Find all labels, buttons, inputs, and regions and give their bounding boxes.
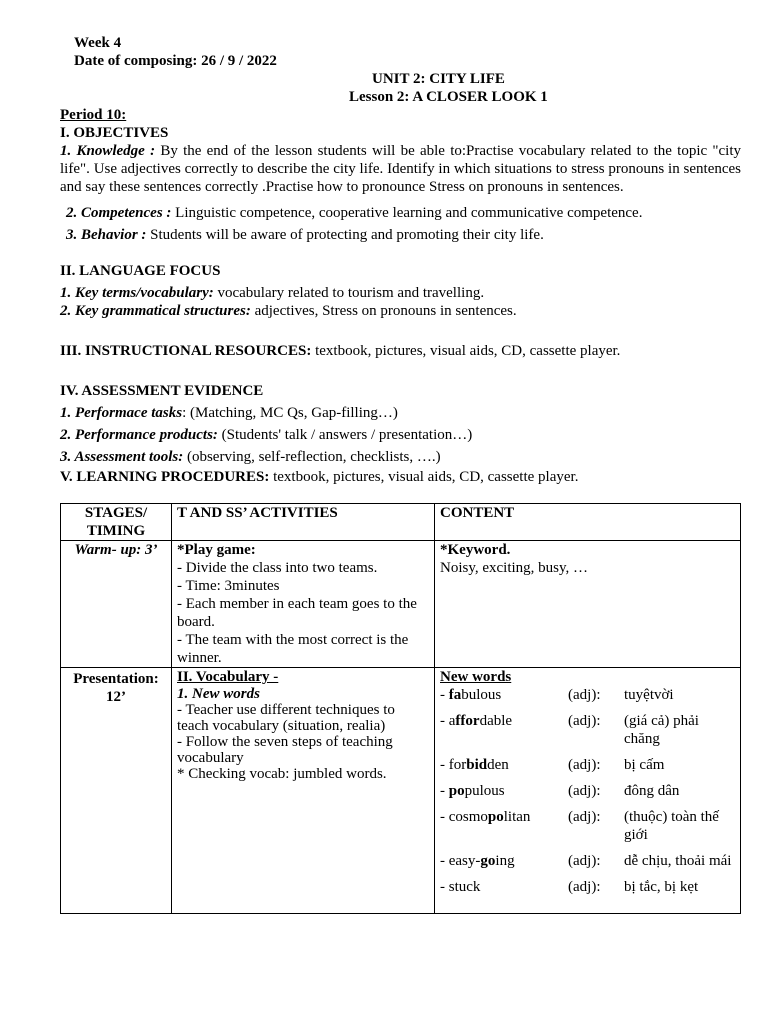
key-terms-text: vocabulary related to tourism and travelling. xyxy=(213,285,485,301)
table-header-row xyxy=(61,504,741,541)
unit-title: UNIT 2: CITY LIFE xyxy=(372,71,505,87)
grammar-line xyxy=(60,302,741,320)
presentation-stage: Presentation: 12’ xyxy=(61,668,172,914)
composing-date: Date of composing: 26 / 9 / 2022 xyxy=(74,53,277,69)
behavior-text: Students will be aware of protecting and promoting their city life. xyxy=(146,227,544,243)
procedures-table xyxy=(60,503,741,914)
resources-line xyxy=(60,342,741,360)
tasks-text: : (Matching, MC Qs, Gap-filling…) xyxy=(182,405,398,421)
header-activities: T AND SS’ ACTIVITIES xyxy=(172,504,435,541)
word-row xyxy=(440,878,735,904)
lesson-plan-page xyxy=(60,34,741,486)
products-label: 2. Performance products: xyxy=(60,427,218,443)
word-row xyxy=(440,756,735,782)
competences-text: Linguistic competence, cooperative learning and communicative competence. xyxy=(171,205,643,221)
word-row xyxy=(440,782,735,808)
new-words-subheading: 1. New words xyxy=(177,686,260,702)
word: - affordable xyxy=(440,713,513,729)
period-label: Period 10: xyxy=(60,107,127,123)
language-focus-heading: II. LANGUAGE FOCUS xyxy=(60,263,221,279)
warmup-activity: - Time: 3minutes xyxy=(177,578,280,594)
word-type: (adj): xyxy=(568,757,601,773)
word: - forbidden xyxy=(440,757,509,773)
procedures-line xyxy=(60,468,741,486)
word-type: (adj): xyxy=(568,879,601,895)
word-type: (adj): xyxy=(568,783,601,799)
knowledge-paragraph xyxy=(60,142,741,196)
word-meaning: tuyệtvời xyxy=(624,687,674,703)
presentation-content xyxy=(435,668,741,914)
word-row xyxy=(440,712,735,756)
presentation-activity: * Checking vocab: jumbled words. xyxy=(177,766,387,782)
warmup-activity: - Each member in each team goes to the board. xyxy=(177,596,417,630)
knowledge-label: 1. Knowledge : xyxy=(60,143,156,159)
warmup-row xyxy=(61,541,741,668)
behavior-line xyxy=(60,226,741,244)
tools-line xyxy=(60,448,741,466)
presentation-row xyxy=(61,668,741,914)
competences-label: 2. Competences : xyxy=(66,205,172,221)
grammar-label: 2. Key grammatical structures: xyxy=(60,303,251,319)
presentation-activity: - Follow the seven steps of teaching vocabulary xyxy=(177,734,393,766)
word: - stuck xyxy=(440,879,481,895)
word-meaning: bị tắc, bị kẹt xyxy=(624,879,699,895)
header-stages: STAGES/ TIMING xyxy=(61,504,172,541)
week-label: Week 4 xyxy=(74,35,122,51)
presentation-activity: - Teacher use different techniques to teach vocabulary (situation, realia) xyxy=(177,702,395,734)
products-text: (Students' talk / answers / presentation…) xyxy=(217,427,473,443)
objectives-heading: I. OBJECTIVES xyxy=(60,125,169,141)
grammar-text: adjectives, Stress on pronouns in sentences. xyxy=(250,303,517,319)
key-terms-label: 1. Key terms/vocabulary: xyxy=(60,285,214,301)
word-meaning: đông dân xyxy=(624,783,680,799)
new-words-title: New words xyxy=(440,669,512,685)
warmup-keywords: Noisy, exciting, busy, … xyxy=(440,560,589,576)
products-line xyxy=(60,426,741,444)
assessment-heading: IV. ASSESSMENT EVIDENCE xyxy=(60,383,264,399)
warmup-content xyxy=(435,541,741,668)
procedures-text: textbook, pictures, visual aids, CD, cassette player. xyxy=(269,469,579,485)
lesson-title: Lesson 2: A CLOSER LOOK 1 xyxy=(349,89,548,105)
word-meaning: (giá cả) phải chăng xyxy=(624,713,699,747)
tools-label: 3. Assessment tools: xyxy=(60,449,184,465)
word-meaning: bị cấm xyxy=(624,757,665,773)
tasks-line xyxy=(60,404,741,422)
behavior-label: 3. Behavior : xyxy=(66,227,147,243)
word-type: (adj): xyxy=(568,853,601,869)
presentation-activities xyxy=(172,668,435,914)
word: - fabulous xyxy=(440,687,502,703)
word-type: (adj): xyxy=(568,809,601,825)
warmup-activities xyxy=(172,541,435,668)
knowledge-text: By the end of the lesson students will be able to:Practise vocabulary related to the topic "city life". Use adjectives correctly to describe the city life. Identify in which situations to stress pronouns in sentences and say these sentences correctly .Practise how to pronounce Stress on pronouns in sentences. xyxy=(60,143,741,195)
resources-label: III. INSTRUCTIONAL RESOURCES: xyxy=(60,343,312,359)
procedures-label: V. LEARNING PROCEDURES: xyxy=(60,469,270,485)
word: - cosmopolitan xyxy=(440,809,531,825)
word-type: (adj): xyxy=(568,713,601,729)
word-row xyxy=(440,852,735,878)
word-type: (adj): xyxy=(568,687,601,703)
word-list xyxy=(440,686,735,904)
word: - populous xyxy=(440,783,505,799)
vocabulary-heading: II. Vocabulary - xyxy=(177,669,279,685)
word-meaning: (thuộc) toàn thế giới xyxy=(624,809,719,843)
word-meaning: dễ chịu, thoải mái xyxy=(624,853,732,869)
header-content: CONTENT xyxy=(435,504,741,541)
key-terms-line xyxy=(60,284,741,302)
warmup-stage: Warm- up: 3’ xyxy=(61,541,172,668)
competences-line xyxy=(60,204,741,222)
warmup-activity: - The team with the most correct is the winner. xyxy=(177,632,409,666)
tasks-label: 1. Performace tasks xyxy=(60,405,183,421)
resources-text: textbook, pictures, visual aids, CD, cassette player. xyxy=(311,343,621,359)
word: - easy-going xyxy=(440,853,515,869)
warmup-content-title: *Keyword. xyxy=(440,542,511,558)
warmup-activity: - Divide the class into two teams. xyxy=(177,560,378,576)
tools-text: (observing, self-reflection, checklists, ….) xyxy=(183,449,441,465)
word-row xyxy=(440,808,735,852)
word-row xyxy=(440,686,735,712)
warmup-activity-title: *Play game: xyxy=(177,542,256,558)
